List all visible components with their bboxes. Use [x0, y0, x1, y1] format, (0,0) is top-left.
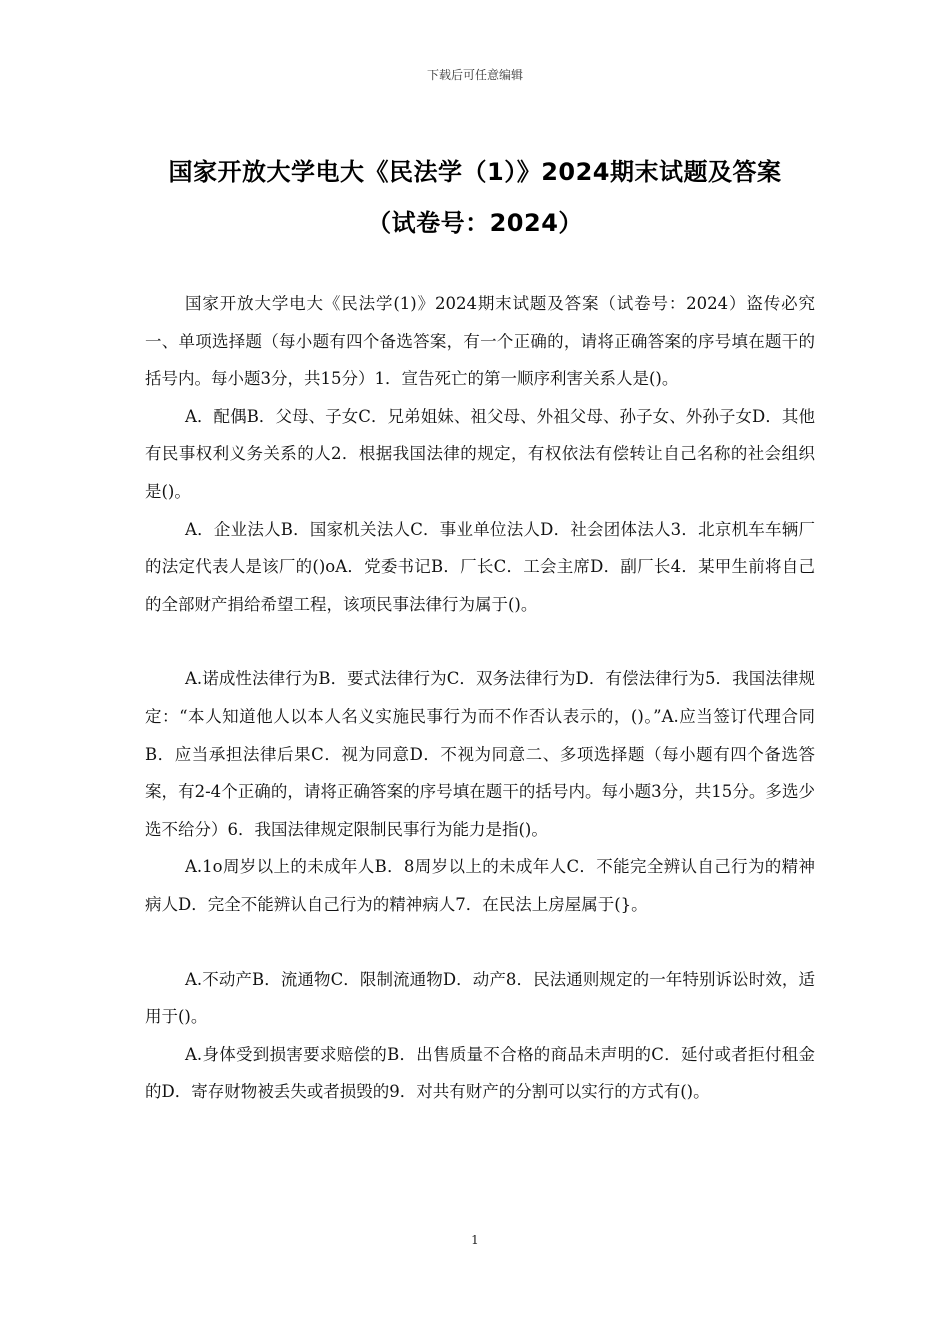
document-subtitle: （试卷号：2024）	[367, 209, 583, 237]
paragraph-q6-options: A.1o周岁以上的未成年人B．8周岁以上的未成年人C．不能完全辨认自己行为的精神病人D．完全不能辨认自己行为的精神病人7．在民法上房屋属于(}。	[145, 857, 815, 914]
paragraph-q2-options: A．企业法人B．国家机关法人C．事业单位法人D．社会团体法人3．北京机车车辆厂的法定代表人是该厂的()oA．党委书记B．厂长C．工会主席D．副厂长4．某甲生前将自己的全部财产捐给希望工程，该项民事法律行为属于()。	[145, 519, 815, 614]
document-body	[145, 285, 815, 1111]
paragraph-q7-options: A.不动产B．流通物C．限制流通物D．动产8．民法通则规定的一年特别诉讼时效，适用于()。	[145, 969, 815, 1027]
paragraph-q8-options: A.身体受到损害要求赔偿的B．出售质量不合格的商品未声明的C．延付或者拒付租金的D．寄存财物被丢失或者损毁的9．对共有财产的分割可以实行的方式有()。	[145, 1044, 815, 1102]
document-title: 国家开放大学电大《民法学（1）》2024期末试题及答案	[168, 158, 782, 186]
header-note: 下载后可任意编辑	[426, 68, 523, 82]
paragraph-q4-options: A.诺成性法律行为B．要式法律行为C．双务法律行为D．有偿法律行为5．我国法律规定：“本人知道他人以本人名义实施民事行为而不作否认表示的，()。”A.应当签订代理合同B．应当承担法律后果C．视为同意D．不视为同意二、多项选择题（每小题有四个备选答案，有2-4个正确的，请将正确答案的序号填在题干的括号内。每小题3分，共15分。多选少选不给分）6．我国法律规定限制民事行为能力是指()。	[145, 669, 815, 839]
paragraph-q1-options: A．配偶B．父母、子女C．兄弟姐妹、祖父母、外祖父母、孙子女、外孙子女D．其他有民事权利义务关系的人2．根据我国法律的规定，有权依法有偿转让自己名称的社会组织是()。	[145, 406, 815, 501]
page-number: 1	[471, 1233, 479, 1247]
paragraph-intro: 国家开放大学电大《民法学(1)》2024期末试题及答案（试卷号：2024）盗传必究一、单项选择题（每小题有四个备选答案，有一个正确的，请将正确答案的序号填在题干的括号内。每小题3分，共15分）1．宣告死亡的第一顺序利害关系人是()。	[145, 294, 815, 389]
